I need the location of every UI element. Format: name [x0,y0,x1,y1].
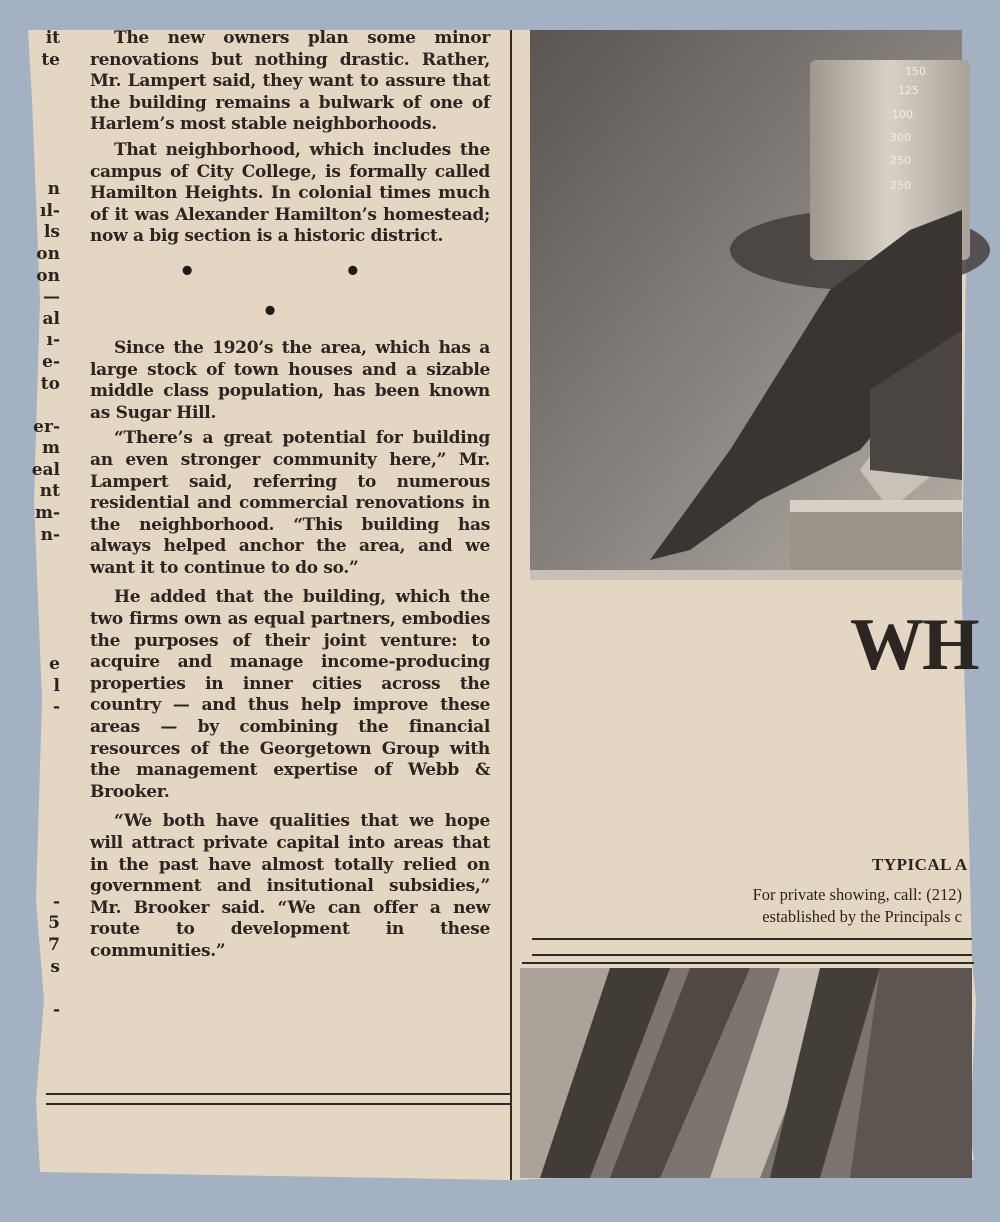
margin-fragment: ı- [46,330,60,351]
margin-fragment: er- [33,416,60,437]
article-end-rule [46,1093,510,1105]
margin-fragment: to [40,373,60,394]
article-paragraph-1: The new owners plan some minor renovations but nothing drastic. Rather, Mr. Lampert said, they want to assure that the building remains a bulwark of one of Harlem’s most stable neighborhoods. [90,28,490,135]
margin-fragment: — [43,287,60,308]
article-paragraph-6: “We both have qualities that we hope will attract private capital into areas that in the past have almost totally relied on government and insitutional subsidies,” Mr. Brooker said. “We can offer a new route to development in these communities.” [90,811,490,961]
margin-fragment [24,870,60,892]
margin-fragment: nt [39,481,60,502]
margin-fragment [24,611,60,633]
margin-fragment: e [49,654,60,675]
article-paragraph-3: Since the 1920’s the area, which has a large stock of town houses and a sizable middle class population, has been known as Sugar Hill. [90,337,490,423]
article-paragraph-5: He added that the building, which the two firms own as equal partners, embodies the purposes of their joint venture: to acquire and manage income-producing properties in inner cities across the country — and thus help improve these areas — by combining the financial resources of the Georgetown Group with the management expertise of Webb & Brooker. [90,587,490,802]
column-rule [510,30,512,1180]
margin-fragment: eal [31,459,60,480]
margin-fragment: s [50,956,60,977]
margin-fragment: m- [34,503,60,524]
margin-fragment: on [36,243,60,264]
margin-fragment: n- [40,524,60,545]
margin-fragment [24,546,60,568]
margin-fragment [24,114,60,136]
margin-fragment: - [52,999,60,1020]
ad-typical-label: TYPICAL A [872,855,968,874]
article-paragraph-2: That neighborhood, which includes the campus of City College, is formally called Hamilton Heights. In colonial times much of it was Alexander Hamilton’s homestead; now a big section is a historic district. [90,139,490,247]
left-margin-fragments [24,28,60,1021]
margin-fragment [24,568,60,590]
margin-fragment [24,589,60,611]
bottom-photo [520,968,972,1178]
cup-mark-4: 300 [890,131,911,144]
margin-fragment [24,395,60,417]
margin-fragment [24,784,60,806]
margin-fragment [24,93,60,115]
margin-fragment [24,849,60,871]
margin-fragment: - [52,891,60,912]
margin-fragment: it [45,28,60,48]
margin-fragment: n [47,179,60,200]
cup-mark-2: 125 [898,84,919,97]
margin-fragment [24,978,60,1000]
cup-mark-3: 100 [892,108,913,121]
margin-fragment: al [42,308,60,329]
ad-headline-fragment: WH [850,604,978,686]
advertisement-photo [530,30,962,580]
margin-fragment: 5 [48,913,60,934]
margin-fragment: - [52,697,60,718]
margin-fragment [24,71,60,93]
margin-fragment [24,136,60,158]
margin-fragment [24,762,60,784]
margin-fragment: l [53,675,60,696]
ad-contact-line-1: For private showing, call: (212) [752,885,962,904]
margin-fragment [24,827,60,849]
article-column [90,28,490,967]
margin-fragment [24,633,60,655]
margin-fragment [24,158,60,180]
cup-mark-1: 150 [905,65,926,78]
margin-fragment: m [42,438,60,459]
ad-contact-text [700,884,962,928]
ad-rule-lower [522,962,974,964]
cup-mark-5: 250 [890,154,911,167]
margin-fragment: ıl- [40,200,60,221]
margin-fragment [24,741,60,763]
margin-fragment [24,719,60,741]
margin-fragment: on [36,265,60,286]
margin-fragment [24,805,60,827]
ad-double-rule [532,938,972,956]
margin-fragment: e- [42,351,60,372]
margin-fragment: 7 [48,934,60,955]
margin-fragment: te [41,49,60,70]
ad-contact-line-2: established by the Principals c [762,907,962,926]
section-separator: • • • [178,256,432,327]
margin-fragment: ls [43,222,60,243]
cup-mark-6: 250 [890,179,911,192]
article-paragraph-4: “There’s a great potential for building an even stronger community here,” Mr. Lampert said, referring to numerous residential and commercial renovations in the neighborhood. “This building has always helped anchor the area, and we want it to continue to do so.” [90,428,490,578]
